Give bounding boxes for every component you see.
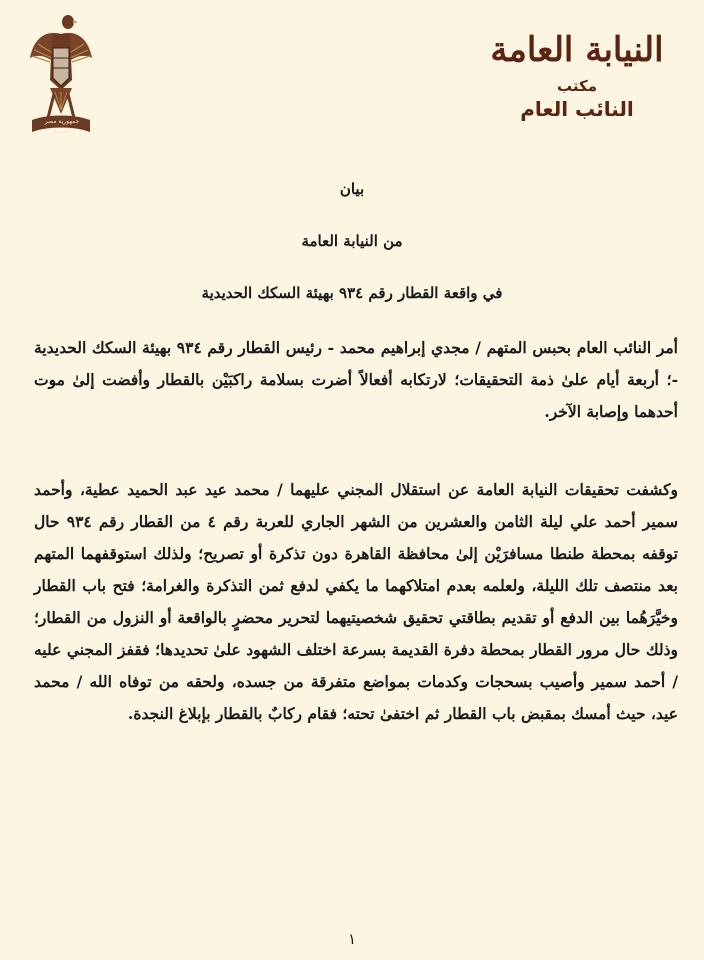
office-header (472, 26, 682, 122)
statement-subject: في واقعة القطار رقم ٩٣٤ بهيئة السكك الحديدية (201, 284, 503, 302)
statement-source: من النيابة العامة (301, 232, 403, 250)
office-title: النيابة العامة (490, 30, 664, 70)
body-paragraph-1: أمر النائب العام بحبس المتهم / مجدي إبراهيم محمد - رئيس القطار رقم ٩٣٤ بهيئة السكك الحديدية -؛ أربعة أيام علىٰ ذمة التحقيقات؛ لارتكابه أفعالاً أضرت بسلامة راكبَيْن بالقطار وأفضت إلىٰ موت أحدهما وإصابة الآخر. (34, 338, 678, 421)
office-subtitle-line2: النائب العام (520, 97, 634, 121)
body-paragraph-2: وكشفت تحقيقات النيابة العامة عن استقلال المجني عليهما / محمد عيد عبد الحميد عطية، وأحمد سمير أحمد علي ليلة الثامن والعشرين من الشهر الجاري للعربة رقم ٤ من القطار رقم ٩٣٤ حال توقفه بمحطة طنطا مسافرَيْن إلىٰ محافظة القاهرة دون تذكرة أو تصريح؛ ولذلك استوقفهما المتهم بعد منتصف تلك الليلة، ولعلمه بعدم امتلاكهما ما يكفي لدفع ثمن التذكرة والغرامة؛ فتح باب القطار وخيَّرَهُما بين الدفع أو تقديم بطاقتي تحقيق شخصيتيهما لتحرير محضرٍ بالواقعة أو النزول من القطار؛ وذلك حال مرور القطار بمحطة دفرة القديمة بسرعة اختلف الشهود علىٰ تحديدها؛ فقفز المجني عليه / أحمد سمير وأصيب بسحجات وكدمات بمواضع متفرقة من جسده، ولحقه من توفاه الله / محمد عيد، حيث أمسك بمقبض باب القطار ثم اختفىٰ تحته؛ فقام ركابٌ بالقطار بإبلاغ النجدة. (34, 480, 678, 723)
page-number: ١ (347, 930, 357, 948)
office-subtitle-line1: مكتب (556, 77, 597, 95)
emblem-banner-text: جمهورية مصر العربية (44, 118, 80, 135)
statement-heading: بيان (339, 180, 365, 198)
